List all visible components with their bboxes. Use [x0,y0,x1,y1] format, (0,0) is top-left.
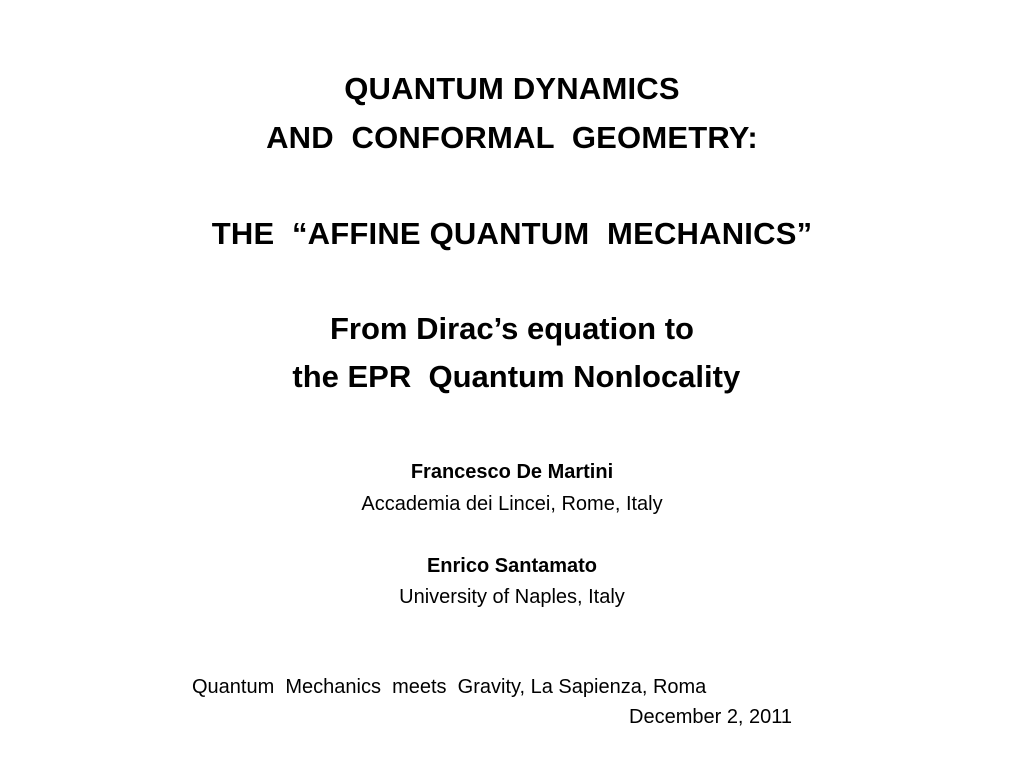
subtitle-line-1: From Dirac’s equation to [329,311,694,346]
subtitle-line-2: the EPR Quantum Nonlocality [283,359,741,394]
author-name-2: Enrico Santamato [426,555,598,577]
title-line-3: THE “AFFINE QUANTUM MECHANICS” [211,216,813,251]
author-affiliation-1: Accademia dei Lincei, Rome, Italy [361,493,663,515]
event-date: December 2, 2011 [629,706,793,728]
event-name: Quantum Mechanics meets Gravity, La Sapienza, Roma [192,676,707,698]
title-line-1: QUANTUM DYNAMICS [344,71,680,106]
title-line-2: AND CONFORMAL GEOMETRY: [266,120,758,155]
author-name-1: Francesco De Martini [410,461,614,483]
author-affiliation-2: University of Naples, Italy [399,586,625,608]
